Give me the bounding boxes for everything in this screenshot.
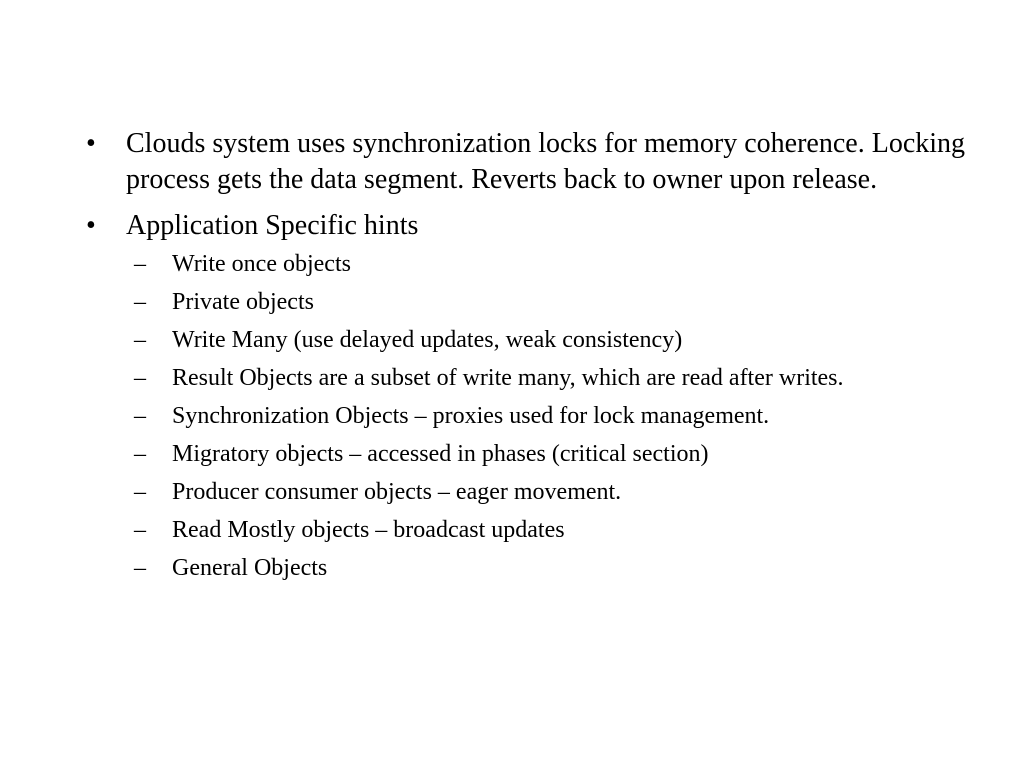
sub-bullet-item [132, 516, 966, 544]
sub-bullet-text: Write Many (use delayed updates, weak consistency) [172, 327, 683, 353]
sub-bullet-item [132, 478, 966, 506]
sub-bullet-item [132, 440, 966, 468]
sub-bullet-text: Producer consumer objects – eager movement. [172, 479, 622, 505]
sub-bullet-item [132, 554, 966, 582]
sub-bullet-item [132, 402, 966, 430]
bullet-marker: • [86, 128, 96, 159]
dash-marker: – [134, 327, 146, 353]
sub-bullet-text: Migratory objects – accessed in phases (critical section) [172, 441, 709, 467]
bullet-text: Clouds system uses synchronization locks for memory coherence. Locking process gets the data segment. Reverts back to owner upon release. [126, 128, 966, 195]
dash-marker: – [134, 441, 146, 467]
dash-marker: – [134, 403, 146, 429]
sub-bullet-text: General Objects [172, 555, 328, 581]
bullet-marker: • [86, 210, 96, 241]
dash-marker: – [134, 555, 146, 581]
bullet-text: Application Specific hints [126, 210, 419, 241]
bullet-item-locks [86, 126, 966, 198]
sub-bullet-text: Private objects [172, 289, 314, 315]
bullet-item-hints [86, 208, 966, 244]
dash-marker: – [134, 289, 146, 315]
sub-bullet-text: Synchronization Objects – proxies used for lock management. [172, 403, 770, 429]
sub-bullet-text: Read Mostly objects – broadcast updates [172, 517, 565, 543]
sub-bullet-item [132, 326, 966, 354]
sub-bullet-item [132, 250, 966, 278]
sub-bullet-text: Result Objects are a subset of write many, which are read after writes. [172, 365, 844, 391]
sub-bullet-text: Write once objects [172, 251, 351, 277]
sub-bullet-list [132, 250, 966, 582]
sub-bullet-item [132, 364, 966, 392]
dash-marker: – [134, 251, 146, 277]
dash-marker: – [134, 517, 146, 543]
dash-marker: – [134, 365, 146, 391]
bullet-list [86, 126, 966, 592]
dash-marker: – [134, 479, 146, 505]
sub-bullet-item [132, 288, 966, 316]
